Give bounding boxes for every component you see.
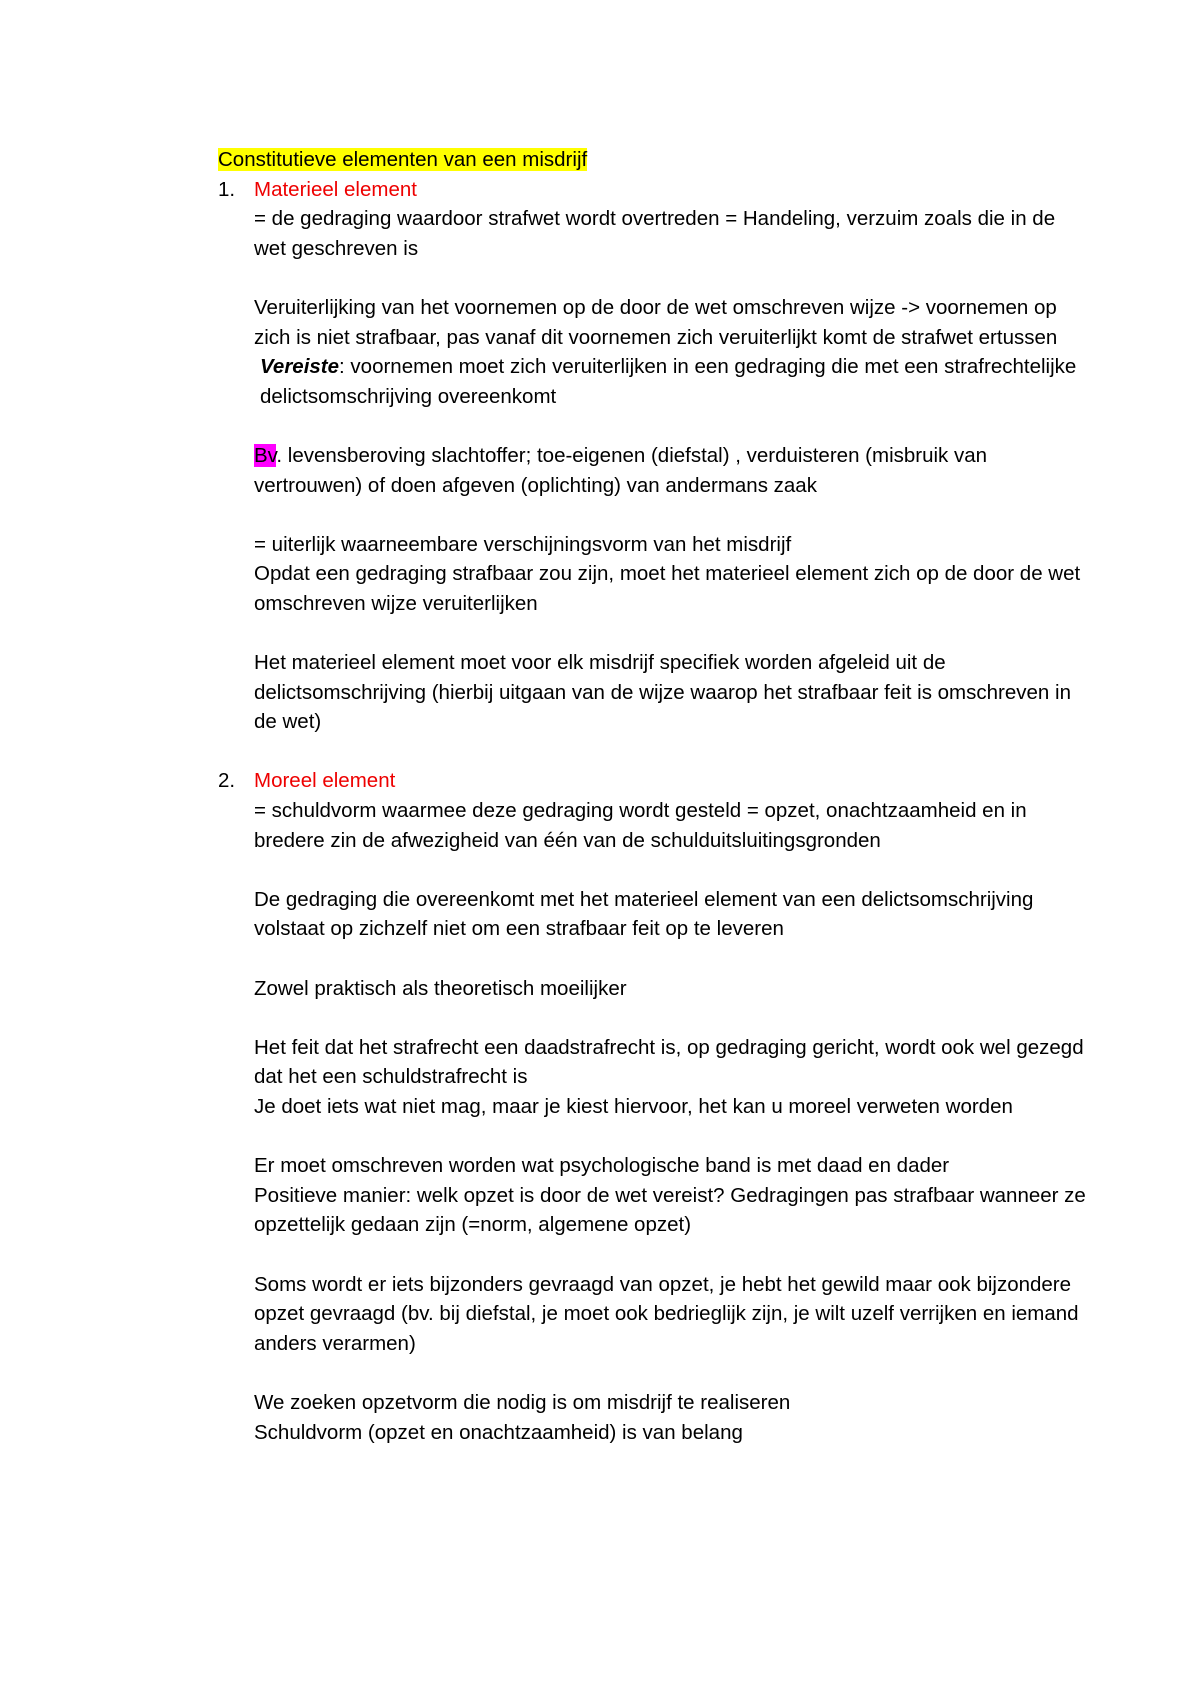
paragraph: = uiterlijk waarneembare verschijningsvorm van het misdrijf (254, 532, 792, 556)
paragraph: Het materieel element moet voor elk misdrijf specifiek worden afgeleid uit de delictsomschrijving (hierbij uitgaan van de wijze waarop het strafbaar feit is omschreven in de wet) (254, 651, 1071, 734)
paragraph: De gedraging die overeenkomt met het materieel element van een delictsomschrijving volstaat op zichzelf niet om een strafbaar feit op te leveren (254, 887, 1034, 941)
paragraph: Zowel praktisch als theoretisch moeilijker (254, 976, 627, 1000)
document-title (218, 145, 1088, 175)
paragraph-vereiste (254, 352, 1088, 411)
list-item-materieel (218, 175, 1088, 737)
paragraph: Je doet iets wat niet mag, maar je kiest hiervoor, het kan u moreel verweten worden (254, 1095, 1013, 1118)
paragraph: Het feit dat het strafrecht een daadstrafrecht is, op gedraging gericht, wordt ook wel gezegd dat het een schuldstrafrecht is (254, 1035, 1084, 1089)
list-item-moreel (218, 766, 1088, 1447)
paragraph: Er moet omschreven worden wat psychologische band is met daad en dader (254, 1154, 950, 1178)
item-number: 2. (218, 769, 236, 793)
paragraph: Veruiterlijking van het voornemen op de door de wet omschreven wijze -> voornemen op zich is niet strafbaar, pas vanaf dit voornemen zich veruiterlijkt komt de strafwet ertussen (254, 295, 1058, 349)
bv-highlight: Bv (254, 443, 277, 467)
paragraph: Schuldvorm (opzet en onachtzaamheid) is van belang (254, 1420, 743, 1444)
paragraph: Opdat een gedraging strafbaar zou zijn, moet het materieel element zich op de door de wet omschreven wijze veruiterlijken (254, 562, 1081, 615)
paragraph: Soms wordt er iets bijzonders gevraagd van opzet, je hebt het gewild maar ook bijzondere opzet gevraagd (bv. bij diefstal, je moet ook bedrieglijk zijn, je wilt uzelf verrijken en iemand anders verarmen) (254, 1272, 1079, 1355)
paragraph: We zoeken opzetvorm die nodig is om misdrijf te realiseren (254, 1390, 791, 1414)
item-number: 1. (218, 177, 236, 201)
section-heading: Materieel element (254, 177, 417, 201)
paragraph: Positieve manier: welk opzet is door de wet vereist? Gedragingen pas strafbaar wanneer ze opzettelijk gedaan zijn (=norm, algemene opzet) (254, 1183, 1086, 1237)
vereiste-label: Vereiste (260, 355, 340, 379)
paragraph: = schuldvorm waarmee deze gedraging wordt gesteld = opzet, onachtzaamheid en in bredere zin de afwezigheid van één van de schulduitsluitingsgronden (254, 799, 1027, 852)
vereiste-text: : voornemen moet zich veruiterlijken in een gedraging die met een strafrechtelijke delictsomschrijving overeenkomt (260, 355, 1077, 408)
paragraph: = de gedraging waardoor strafwet wordt overtreden = Handeling, verzuim zoals die in de wet geschreven is (254, 207, 1056, 260)
paragraph-example (254, 441, 1088, 500)
title-highlight: Constitutieve elementen van een misdrijf (218, 148, 588, 171)
example-text: . levensberoving slachtoffer; toe-eigenen (diefstal) , verduisteren (misbruik van vertrouwen) of doen afgeven (oplichting) van andermans zaak (254, 443, 988, 497)
section-heading: Moreel element (254, 769, 396, 793)
document-body (218, 145, 1088, 1447)
